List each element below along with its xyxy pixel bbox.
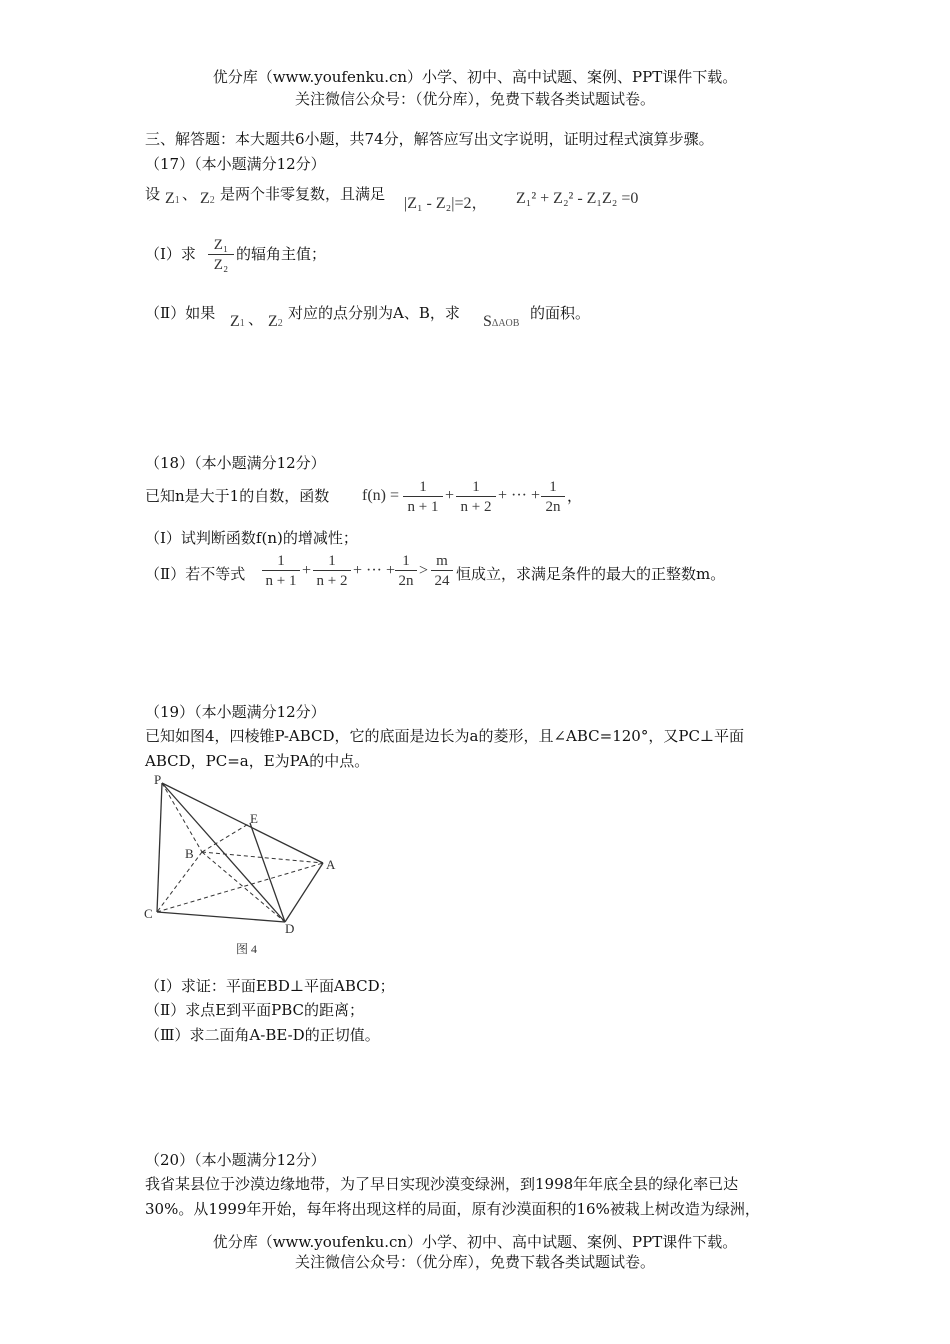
- q19-figure: [140, 770, 350, 960]
- q17-title: （17）（本小题满分12分）: [145, 155, 326, 173]
- q17-intro-pre: 设: [145, 185, 161, 203]
- q18-ineq-frac-3: 1 2n: [395, 552, 417, 591]
- label-A: A: [326, 857, 336, 872]
- q18-frac-3: 1 2n: [541, 478, 565, 517]
- header-line-1: 优分库（www.youfenku.cn）小学、初中、高中试题、案例、PPT课件下载。: [212, 68, 738, 86]
- q17-part1-post: 的辐角主值；: [236, 245, 327, 263]
- q17-part2-mid: 对应的点分别为A、B，求: [288, 304, 460, 322]
- q17-condition-2: Z₁² + Z₂² - Z₁Z₂ =0: [516, 190, 639, 207]
- label-C: C: [144, 906, 153, 921]
- q17-part2-pre: （Ⅱ）如果: [145, 304, 216, 322]
- q18-part2-post: 恒成立，求满足条件的最大的正整数m。: [456, 565, 726, 583]
- q18-ineq-dots: + ··· +: [353, 562, 396, 579]
- label-E: E: [250, 811, 258, 826]
- q17-part1-pre: （Ⅰ）求: [145, 245, 196, 263]
- q20-title: （20）（本小题满分12分）: [145, 1151, 326, 1169]
- q17-part2-z1: Z1: [230, 313, 245, 330]
- q18-part2-pre: （Ⅱ）若不等式: [145, 565, 246, 583]
- q18-ineq-plus: +: [302, 562, 312, 579]
- q20-line-2: 30%。从1999年开始，每年将出现这样的局面，原有沙漠面积的16%被栽上树改造为绿洲，: [145, 1200, 760, 1218]
- q18-plus: +: [445, 487, 455, 504]
- label-D: D: [285, 921, 295, 936]
- label-B: B: [185, 846, 194, 861]
- q18-comma: ，: [567, 487, 583, 505]
- header-line-2: 关注微信公众号：（优分库），免费下载各类试题试卷。: [294, 90, 655, 108]
- section-heading: 三、解答题：本大题共6小题，共74分，解答应写出文字说明，证明过程式演算步骤。: [145, 130, 714, 148]
- q17-part2-z2: Z2: [268, 313, 283, 330]
- edge-BC: [157, 852, 202, 912]
- q20-line-1: 我省某县位于沙漠边缘地带，为了早日实现沙漠变绿洲，到1998年年底全县的绿化率已达: [145, 1175, 739, 1193]
- figure-caption: 图 4: [236, 942, 258, 956]
- edge-PC: [157, 783, 162, 912]
- edge-BE: [202, 823, 250, 852]
- q17-z2: Z2: [200, 190, 215, 207]
- q18-frac-1: 1 n + 1: [403, 478, 443, 517]
- q18-intro: 已知n是大于1的自数，函数: [145, 487, 330, 505]
- q19-part1: （Ⅰ）求证：平面EBD⊥平面ABCD；: [145, 977, 395, 995]
- q18-gt: >: [419, 562, 429, 579]
- q17-fraction-den: Z₂: [213, 257, 229, 273]
- q18-ineq-frac-1: 1 n + 1: [262, 552, 300, 591]
- q17-sep: 、: [182, 185, 198, 203]
- q19-line-2: ABCD，PC=a，E为PA的中点。: [145, 752, 370, 770]
- q19-part2: （Ⅱ）求点E到平面PBC的距离；: [145, 1001, 365, 1019]
- q17-part2-post: 的面积。: [530, 304, 591, 322]
- q18-part1: （Ⅰ）试判断函数f(n)的增减性；: [145, 529, 358, 547]
- q18-frac-2: 1 n + 2: [456, 478, 496, 517]
- q17-intro-mid: 是两个非零复数，且满足: [220, 185, 386, 203]
- footer-line-1: 优分库（www.youfenku.cn）小学、初中、高中试题、案例、PPT课件下载。: [212, 1233, 738, 1251]
- q17-part2-sep: 、: [248, 310, 264, 328]
- edge-AD: [285, 863, 323, 922]
- q17-z1: Z1: [165, 190, 180, 207]
- q19-title: （19）（本小题满分12分）: [145, 703, 326, 721]
- q17-fraction: [208, 236, 234, 275]
- edge-CD: [157, 912, 285, 922]
- label-P: P: [154, 772, 162, 787]
- q17-condition-1: |Z₁ - Z₂|=2，: [404, 195, 488, 212]
- q19-part3: （Ⅲ）求二面角A-BE-D的正切值。: [145, 1026, 380, 1044]
- q18-ineq-frac-2: 1 n + 2: [313, 552, 351, 591]
- q19-line-1: 已知如图4，四棱锥P-ABCD，它的底面是边长为a的菱形，且∠ABC=120°，又PC⊥平面: [145, 727, 745, 745]
- edge-PD: [162, 783, 285, 922]
- q18-ineq-frac-m: m 24: [431, 552, 453, 591]
- q18-title: （18）（本小题满分12分）: [145, 454, 326, 472]
- q18-dots: + ··· +: [498, 487, 541, 504]
- q17-fraction-num: Z₁: [213, 237, 229, 253]
- footer-line-2: 关注微信公众号：（优分库），免费下载各类试题试卷。: [294, 1253, 655, 1271]
- q17-area-symbol: SΔAOB: [483, 313, 520, 330]
- q18-fn: f(n) =: [362, 487, 400, 504]
